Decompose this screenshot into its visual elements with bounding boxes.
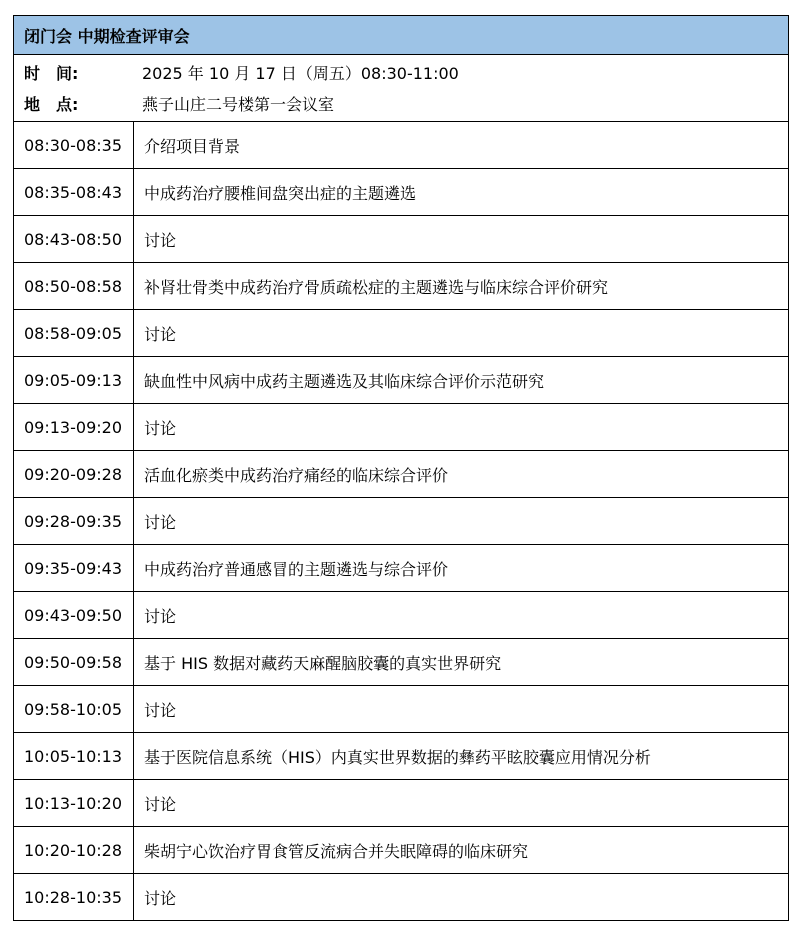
agenda-row [14,686,789,733]
agenda-topic: 讨论 [134,592,789,639]
agenda-row [14,404,789,451]
agenda-topic: 介绍项目背景 [134,122,789,169]
agenda-time: 10:28-10:35 [14,874,134,921]
agenda-topic: 中成药治疗普通感冒的主题遴选与综合评价 [134,545,789,592]
meeting-info [14,55,789,122]
info-row [14,55,789,122]
agenda-row [14,310,789,357]
place-info [14,88,788,119]
time-value: 2025 年 10 月 17 日（周五）08:30-11:00 [142,64,459,83]
agenda-topic: 活血化瘀类中成药治疗痛经的临床综合评价 [134,451,789,498]
place-value: 燕子山庄二号楼第一会议室 [142,95,335,114]
agenda-time: 09:20-09:28 [14,451,134,498]
agenda-row [14,169,789,216]
agenda-row [14,263,789,310]
title-row [14,16,789,55]
agenda-topic: 讨论 [134,780,789,827]
agenda-time: 08:50-08:58 [14,263,134,310]
agenda-row [14,122,789,169]
agenda-row [14,733,789,780]
agenda-row [14,592,789,639]
agenda-time: 09:05-09:13 [14,357,134,404]
agenda-time: 09:58-10:05 [14,686,134,733]
agenda-topic: 缺血性中风病中成药主题遴选及其临床综合评价示范研究 [134,357,789,404]
agenda-topic: 基于医院信息系统（HIS）内真实世界数据的彝药平眩胶囊应用情况分析 [134,733,789,780]
agenda-row [14,639,789,686]
agenda-time: 08:58-09:05 [14,310,134,357]
time-label: 时 间: [24,64,79,83]
agenda-time: 08:43-08:50 [14,216,134,263]
meeting-title: 闭门会 中期检查评审会 [14,16,789,55]
agenda-document [13,15,788,921]
agenda-time: 10:13-10:20 [14,780,134,827]
agenda-time: 10:20-10:28 [14,827,134,874]
agenda-topic: 讨论 [134,216,789,263]
agenda-time: 09:43-09:50 [14,592,134,639]
agenda-time: 08:30-08:35 [14,122,134,169]
time-info [14,57,788,88]
agenda-row [14,498,789,545]
agenda-row [14,357,789,404]
agenda-topic: 讨论 [134,686,789,733]
agenda-topic: 柴胡宁心饮治疗胃食管反流病合并失眠障碍的临床研究 [134,827,789,874]
agenda-topic: 基于 HIS 数据对藏药天麻醒脑胶囊的真实世界研究 [134,639,789,686]
agenda-time: 08:35-08:43 [14,169,134,216]
agenda-time: 09:35-09:43 [14,545,134,592]
agenda-topic: 讨论 [134,874,789,921]
agenda-topic: 讨论 [134,404,789,451]
agenda-time: 09:50-09:58 [14,639,134,686]
agenda-topic: 中成药治疗腰椎间盘突出症的主题遴选 [134,169,789,216]
agenda-time: 09:28-09:35 [14,498,134,545]
place-label: 地 点: [24,95,79,114]
agenda-time: 09:13-09:20 [14,404,134,451]
agenda-table [13,15,789,921]
agenda-row [14,451,789,498]
agenda-topic: 补肾壮骨类中成药治疗骨质疏松症的主题遴选与临床综合评价研究 [134,263,789,310]
agenda-row [14,545,789,592]
agenda-topic: 讨论 [134,498,789,545]
agenda-row [14,827,789,874]
agenda-row [14,780,789,827]
agenda-row [14,874,789,921]
agenda-row [14,216,789,263]
agenda-topic: 讨论 [134,310,789,357]
agenda-time: 10:05-10:13 [14,733,134,780]
